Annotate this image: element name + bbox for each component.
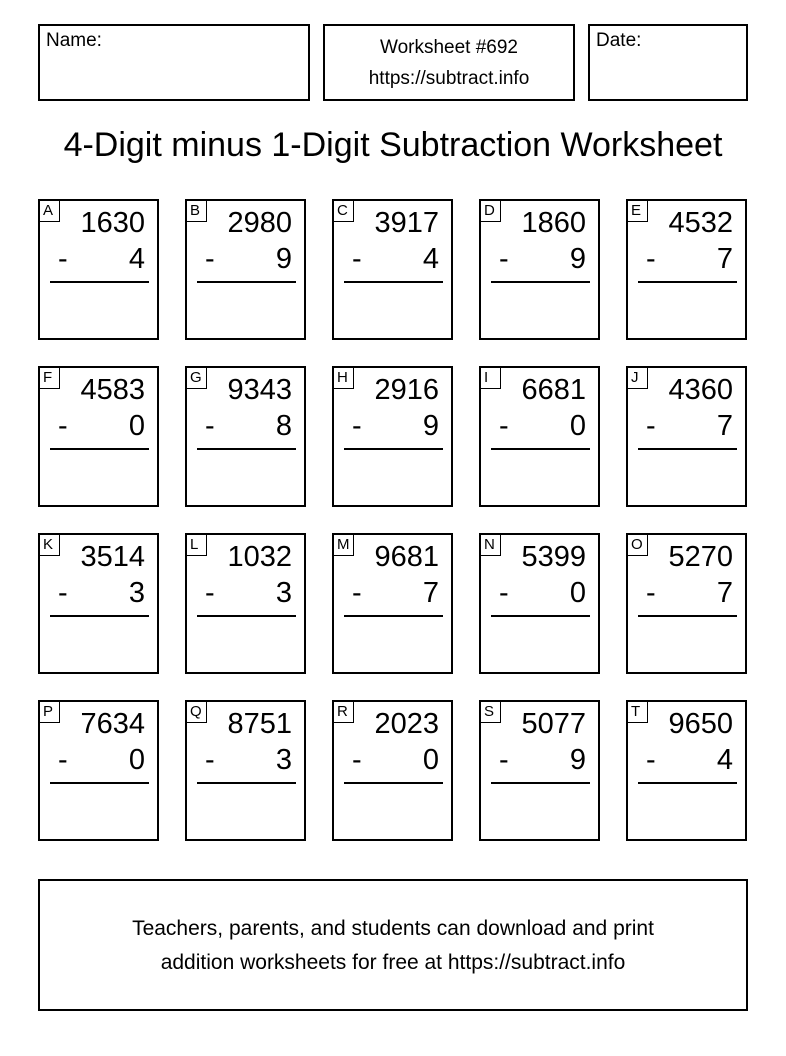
minus-sign: -	[646, 577, 656, 609]
answer-line	[491, 615, 590, 617]
problem-subtrahend: 9	[569, 243, 586, 275]
minus-sign: -	[58, 410, 68, 442]
answer-line	[50, 782, 149, 784]
worksheet-url: https://subtract.info	[368, 68, 530, 89]
problem-card	[479, 700, 600, 841]
problem-letter: R	[334, 702, 354, 723]
page-title: 4-Digit minus 1-Digit Subtraction Worksheet	[63, 126, 723, 164]
problem-minuend: 7634	[80, 708, 145, 740]
answer-line	[197, 281, 296, 283]
worksheet-info-box	[323, 24, 575, 101]
minus-sign: -	[58, 577, 68, 609]
problem-subtrahend: 3	[128, 577, 145, 609]
date-label: Date:	[596, 30, 642, 51]
answer-line	[50, 448, 149, 450]
problem-letter: C	[334, 201, 354, 222]
minus-sign: -	[646, 410, 656, 442]
minus-sign: -	[646, 744, 656, 776]
answer-line	[344, 615, 443, 617]
footer-line-1: Teachers, parents, and students can download and print	[132, 917, 654, 940]
date-field-box[interactable]	[588, 24, 748, 101]
answer-line	[491, 281, 590, 283]
answer-line	[50, 281, 149, 283]
problem-letter: L	[187, 535, 207, 556]
minus-sign: -	[58, 243, 68, 275]
answer-line	[50, 615, 149, 617]
footer-box	[38, 879, 748, 1011]
answer-line	[197, 615, 296, 617]
minus-sign: -	[499, 577, 509, 609]
problem-minuend: 3917	[374, 207, 439, 239]
minus-sign: -	[646, 243, 656, 275]
problem-card	[38, 533, 159, 674]
problem-subtrahend: 9	[422, 410, 439, 442]
problem-letter: B	[187, 201, 207, 222]
minus-sign: -	[499, 744, 509, 776]
problem-subtrahend: 3	[275, 744, 292, 776]
minus-sign: -	[205, 577, 215, 609]
problem-subtrahend: 7	[716, 243, 733, 275]
minus-sign: -	[499, 243, 509, 275]
footer-line-2: addition worksheets for free at https://subtract.info	[160, 951, 626, 974]
problem-minuend: 1630	[80, 207, 145, 239]
worksheet-number: Worksheet #692	[379, 37, 518, 58]
problem-subtrahend: 3	[275, 577, 292, 609]
problem-card	[626, 700, 747, 841]
problem-letter: N	[481, 535, 501, 556]
problem-letter: J	[628, 368, 648, 389]
answer-line	[491, 448, 590, 450]
problem-subtrahend: 9	[569, 744, 586, 776]
problem-card	[479, 366, 600, 507]
problem-card	[185, 533, 306, 674]
problem-subtrahend: 8	[275, 410, 292, 442]
minus-sign: -	[352, 577, 362, 609]
problem-minuend: 9650	[668, 708, 733, 740]
problem-subtrahend: 4	[128, 243, 145, 275]
problem-letter: P	[40, 702, 60, 723]
problem-card	[332, 533, 453, 674]
problem-minuend: 5270	[668, 541, 733, 573]
problem-minuend: 4583	[80, 374, 145, 406]
minus-sign: -	[352, 410, 362, 442]
problem-card	[185, 700, 306, 841]
answer-line	[197, 448, 296, 450]
problem-card	[479, 199, 600, 340]
answer-line	[638, 615, 737, 617]
minus-sign: -	[205, 744, 215, 776]
problem-letter: H	[334, 368, 354, 389]
answer-line	[638, 281, 737, 283]
answer-line	[344, 281, 443, 283]
problem-subtrahend: 7	[716, 410, 733, 442]
problem-minuend: 8751	[227, 708, 292, 740]
problem-subtrahend: 4	[716, 744, 733, 776]
answer-line	[638, 782, 737, 784]
problem-subtrahend: 0	[569, 410, 586, 442]
problem-subtrahend: 9	[275, 243, 292, 275]
problem-minuend: 5077	[521, 708, 586, 740]
answer-line	[344, 782, 443, 784]
problem-letter: Q	[187, 702, 207, 723]
problem-letter: T	[628, 702, 648, 723]
problem-letter: O	[628, 535, 648, 556]
minus-sign: -	[205, 410, 215, 442]
problem-letter: F	[40, 368, 60, 389]
problem-letter: M	[334, 535, 354, 556]
problem-card	[185, 366, 306, 507]
problem-card	[332, 366, 453, 507]
problem-card	[38, 199, 159, 340]
problem-minuend: 1860	[521, 207, 586, 239]
minus-sign: -	[352, 744, 362, 776]
minus-sign: -	[352, 243, 362, 275]
problem-minuend: 9681	[374, 541, 439, 573]
problem-letter: K	[40, 535, 60, 556]
problem-minuend: 2916	[374, 374, 439, 406]
problem-minuend: 9343	[227, 374, 292, 406]
problem-letter: E	[628, 201, 648, 222]
minus-sign: -	[499, 410, 509, 442]
problem-subtrahend: 0	[422, 744, 439, 776]
problem-minuend: 4360	[668, 374, 733, 406]
minus-sign: -	[205, 243, 215, 275]
problem-card	[38, 700, 159, 841]
problem-letter: I	[481, 368, 501, 389]
problem-subtrahend: 7	[716, 577, 733, 609]
problem-card	[332, 700, 453, 841]
problem-card	[626, 199, 747, 340]
answer-line	[491, 782, 590, 784]
name-field-box[interactable]	[38, 24, 310, 101]
answer-line	[344, 448, 443, 450]
problem-minuend: 2980	[227, 207, 292, 239]
problem-card	[479, 533, 600, 674]
problem-letter: S	[481, 702, 501, 723]
problem-minuend: 1032	[227, 541, 292, 573]
minus-sign: -	[58, 744, 68, 776]
problem-minuend: 5399	[521, 541, 586, 573]
problem-minuend: 4532	[668, 207, 733, 239]
problem-subtrahend: 0	[569, 577, 586, 609]
problem-letter: D	[481, 201, 501, 222]
problem-letter: A	[40, 201, 60, 222]
problem-subtrahend: 0	[128, 744, 145, 776]
problem-subtrahend: 4	[422, 243, 439, 275]
problem-minuend: 6681	[521, 374, 586, 406]
problem-minuend: 2023	[374, 708, 439, 740]
problem-card	[626, 366, 747, 507]
problem-card	[185, 199, 306, 340]
problem-subtrahend: 0	[128, 410, 145, 442]
answer-line	[638, 448, 737, 450]
problem-minuend: 3514	[80, 541, 145, 573]
problem-letter: G	[187, 368, 207, 389]
problem-subtrahend: 7	[422, 577, 439, 609]
name-label: Name:	[46, 30, 102, 51]
problem-card	[332, 199, 453, 340]
answer-line	[197, 782, 296, 784]
problem-card	[38, 366, 159, 507]
problem-card	[626, 533, 747, 674]
